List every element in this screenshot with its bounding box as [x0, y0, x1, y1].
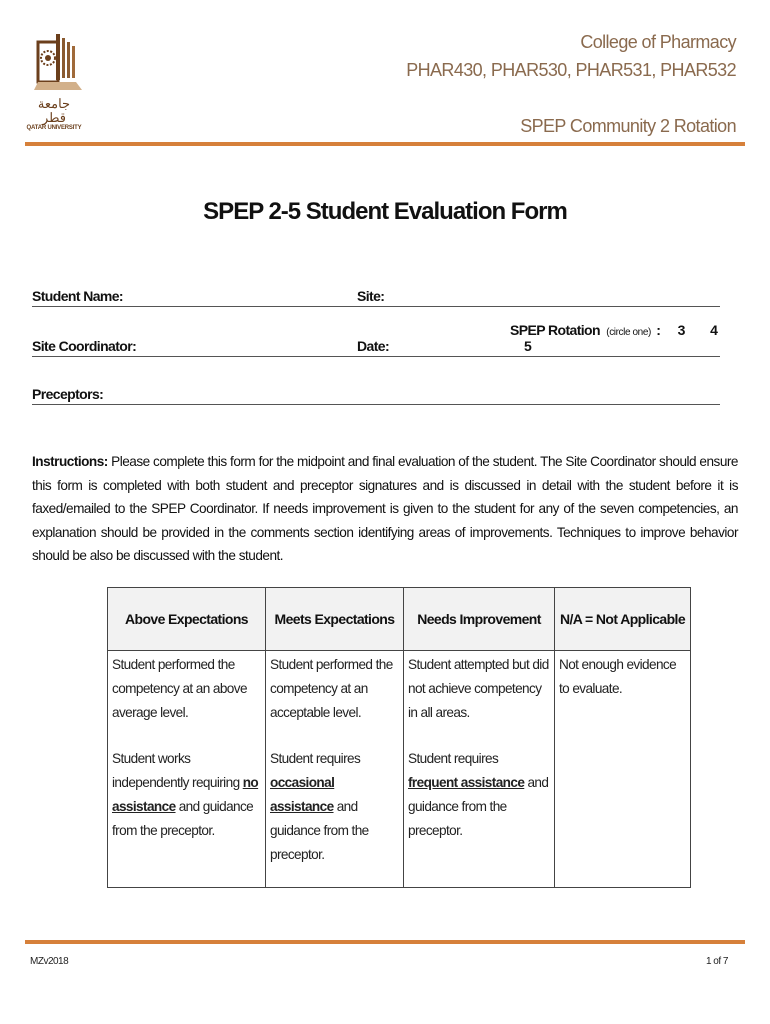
na-description: Not enough evidence to evaluate.: [559, 657, 677, 696]
above-assistance-text: Student works independently requiring: [112, 751, 243, 790]
instructions-text: Please complete this form for the midpoint and final evaluation of the student. The Site Coordinator should ensure this form is completed with both student and preceptor signatures and is discussed in detail with the student before it is faxed/emailed to the SPEP Coordinator. If needs improvement is given to the student for any of the seven competencies, an explanation should be provided in the comments section identifying areas of improvements. Techniques to improve behavior should be also be discussed with the student.: [32, 454, 738, 563]
site-label: Site:: [357, 288, 385, 304]
rotation-option-4[interactable]: 4: [710, 322, 718, 338]
header-meets-expectations: Meets Expectations: [266, 588, 404, 651]
header-not-applicable: N/A = Not Applicable: [555, 588, 691, 651]
above-assistance-suffix: and guidance from the preceptor.: [112, 799, 254, 838]
cell-meets-expectations: [266, 651, 404, 888]
meets-assistance-level: occasional assistance: [270, 775, 335, 814]
logo-english-text: QATAR UNIVERSITY: [26, 125, 82, 131]
rotation-name: SPEP Community 2 Rotation: [520, 116, 736, 136]
student-name-input[interactable]: [122, 288, 422, 306]
above-assistance-level: no assistance: [112, 775, 259, 814]
rating-scale-table: [107, 587, 691, 888]
needs-description: Student attempted but did not achieve competency in all areas.: [408, 657, 549, 720]
date-input[interactable]: [392, 338, 502, 356]
cell-not-applicable: [555, 651, 691, 888]
spep-rotation-label: SPEP Rotation: [510, 322, 600, 338]
spep-rotation-selector: [510, 322, 720, 354]
table-header-row: [108, 588, 691, 651]
page-title: SPEP 2-5 Student Evaluation Form: [203, 198, 567, 225]
cell-above-expectations: [108, 651, 266, 888]
needs-assistance-suffix: and guidance from the preceptor.: [408, 775, 549, 838]
site-coordinator-label: Site Coordinator:: [32, 338, 137, 354]
site-coordinator-input[interactable]: [132, 338, 342, 356]
date-label: Date:: [357, 338, 390, 354]
footer-divider: [25, 940, 745, 944]
table-row: [108, 651, 691, 888]
university-emblem-icon: [26, 32, 82, 92]
instructions: [32, 450, 738, 568]
field-row-preceptors: [32, 382, 720, 405]
field-row-student-site: [32, 284, 720, 307]
site-input[interactable]: [392, 288, 720, 306]
circle-one-hint: (circle one): [606, 327, 651, 338]
meets-assistance-suffix: and guidance from the preceptor.: [270, 799, 369, 862]
preceptors-label: Preceptors:: [32, 386, 104, 402]
needs-assistance-level: frequent assistance: [408, 775, 525, 790]
above-description: Student performed the competency at an above average level.: [112, 657, 247, 720]
page-number: 1 of 7: [705, 956, 728, 967]
rotation-option-3[interactable]: 3: [677, 322, 685, 338]
logo-arabic-text: جامعة قطر: [37, 96, 71, 125]
course-codes: PHAR430, PHAR530, PHAR531, PHAR532: [406, 60, 736, 80]
meets-description: Student performed the competency at an acceptable level.: [270, 657, 393, 720]
header-needs-improvement: Needs Improvement: [404, 588, 555, 651]
preceptors-input[interactable]: [102, 386, 720, 404]
version-label: MZv2018: [30, 956, 69, 967]
header-above-expectations: Above Expectations: [108, 588, 266, 651]
student-name-label: Student Name:: [32, 288, 123, 304]
college-name: College of Pharmacy: [580, 32, 736, 52]
instructions-label: Instructions:: [32, 454, 108, 469]
header-divider: [25, 142, 745, 146]
cell-needs-improvement: [404, 651, 555, 888]
meets-assistance-text: Student requires: [270, 751, 361, 766]
field-row-coordinator-date: [32, 322, 720, 357]
colon: :: [656, 322, 661, 338]
qatar-university-logo: [26, 32, 82, 131]
rotation-option-5[interactable]: 5: [524, 338, 532, 354]
needs-assistance-text: Student requires: [408, 751, 499, 766]
